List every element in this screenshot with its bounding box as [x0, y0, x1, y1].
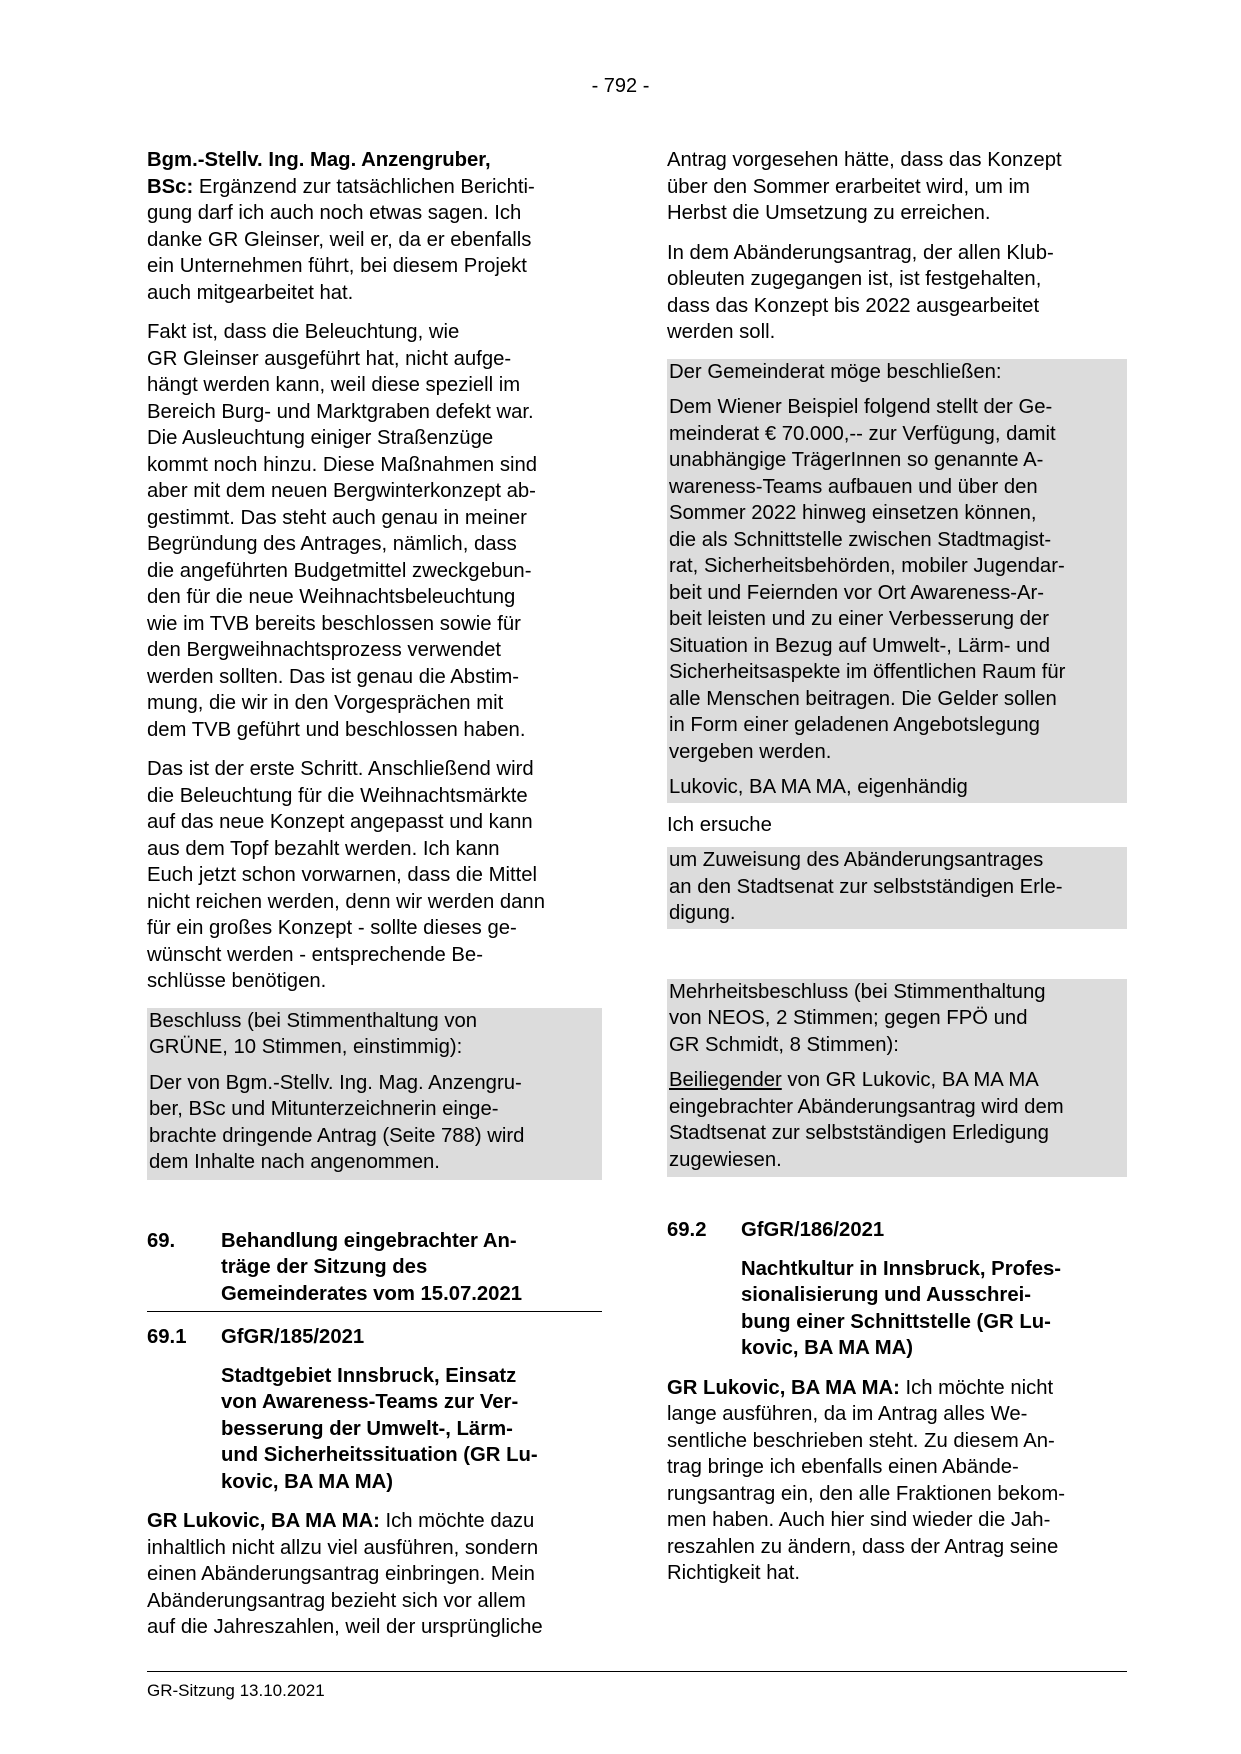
text-line: reszahlen zu ändern, dass der Antrag seine	[667, 1535, 1059, 1558]
text-line: kommt noch hinzu. Diese Maßnahmen sind	[147, 453, 538, 476]
section-69-2-title	[741, 1256, 1127, 1362]
text-line: dass das Konzept bis 2022 ausgearbeitet	[667, 294, 1040, 317]
beschluss-block	[147, 1008, 602, 1180]
text-line: hängt werden kann, weil diese speziell im	[147, 374, 521, 396]
page-number: - 792 -	[591, 75, 650, 97]
text-line: sentliche beschrieben steht. Zu diesem An-	[667, 1429, 1055, 1452]
text-line: gung darf ich auch noch etwas sagen. Ich	[147, 202, 522, 224]
text-line: die angeführten Budgetmittel zweckgebun-	[147, 559, 532, 582]
text-line: von Awareness-Teams zur Ver-	[221, 1391, 519, 1413]
text-line: in Form einer geladenen Angebotslegung	[669, 714, 1040, 736]
section-69-1-title	[221, 1363, 602, 1496]
text-line: an den Stadtsenat zur selbstständigen Erle-	[669, 875, 1063, 898]
text-line: wie im TVB bereits beschlossen sowie für	[147, 612, 521, 635]
section-title	[221, 1228, 602, 1308]
section-69-1-heading	[147, 1324, 602, 1351]
section-69-2-heading	[667, 1217, 1127, 1244]
text-line: Nachtkultur in Innsbruck, Profes-	[741, 1257, 1062, 1280]
text-line: träge der Sitzung des	[221, 1256, 428, 1278]
text-line: kovic, BA MA MA)	[741, 1337, 914, 1359]
right-column	[667, 147, 1127, 1600]
left-column	[147, 147, 602, 1654]
paragraph-beleuchtung	[147, 319, 602, 743]
antrag-text	[667, 394, 1127, 765]
text-line: über den Sommer erarbeitet wird, um im	[667, 175, 1030, 198]
text-line: brachte dringende Antrag (Seite 788) wird	[149, 1124, 525, 1147]
text-line: Behandlung eingebrachter An-	[221, 1229, 517, 1252]
text-line: ein Unternehmen führt, bei diesem Projekt	[147, 255, 527, 277]
paragraph-abaenderung	[667, 240, 1127, 346]
speaker-name: Bgm.-Stellv. Ing. Mag. Anzengruber,	[147, 149, 491, 171]
text-line: Das ist der erste Schritt. Anschließend wird	[147, 758, 534, 780]
text-line: Stadtgebiet Innsbruck, Einsatz	[221, 1364, 517, 1387]
text-line: Der von Bgm.-Stellv. Ing. Mag. Anzengru-	[149, 1071, 522, 1094]
text-line: Euch jetzt schon vorwarnen, dass die Mittel	[147, 864, 538, 886]
text-line: Bereich Burg- und Marktgraben defekt war.	[147, 400, 534, 423]
text-line: danke GR Gleinser, weil er, da er ebenfalls	[147, 228, 532, 251]
paragraph-lukovic-1	[147, 1508, 602, 1641]
text-line: beit und Feiernden vor Ort Awareness-Ar-	[669, 581, 1045, 604]
text-line: die Beleuchtung für die Weihnachtsmärkte	[147, 784, 528, 807]
footer-text: GR-Sitzung 13.10.2021	[147, 1681, 325, 1700]
text-line: Begründung des Antrages, nämlich, dass	[147, 533, 517, 555]
text-line: schlüsse benötigen.	[147, 970, 327, 992]
antrag-block	[667, 359, 1127, 803]
section-69-heading	[147, 1228, 602, 1313]
text-line: Fakt ist, dass die Beleuchtung, wie	[147, 321, 460, 343]
text-line: sionalisierung und Ausschrei-	[741, 1284, 1031, 1306]
text-line: Die Ausleuchtung einiger Straßenzüge	[147, 427, 494, 449]
text-line: die als Schnittstelle zwischen Stadtmagist-	[669, 528, 1052, 551]
text-line: vergeben werden.	[669, 740, 832, 763]
moege-beschliessen: Der Gemeinderat möge beschließen:	[669, 360, 1002, 383]
text-line: Herbst die Umsetzung zu erreichen.	[667, 202, 991, 224]
mehrheitsbeschluss-header	[667, 979, 1127, 1059]
text-line: inhaltlich nicht allzu viel ausführen, sondern	[147, 1536, 539, 1559]
text-line: kovic, BA MA MA)	[221, 1470, 394, 1493]
text-line: Situation in Bezug auf Umwelt-, Lärm- und	[669, 634, 1051, 657]
text-line: Ich möchte dazu	[379, 1510, 535, 1532]
speaker-name: GR Lukovic, BA MA MA:	[147, 1510, 380, 1532]
beschluss-header	[147, 1008, 602, 1061]
beschluss-text	[147, 1070, 602, 1180]
text-line: mung, die wir in den Vorgesprächen mit	[147, 692, 504, 714]
text-line: In dem Abänderungsantrag, der allen Klub-	[667, 241, 1054, 264]
text-line: meinderat € 70.000,-- zur Verfügung, damit	[669, 422, 1056, 445]
footer-divider	[147, 1671, 1127, 1672]
text-line: auf das neue Konzept angepasst und kann	[147, 811, 533, 833]
text-line: bung einer Schnittstelle (GR Lu-	[741, 1310, 1051, 1333]
text-line: dem TVB geführt und beschlossen haben.	[147, 718, 526, 741]
text-line: Stadtsenat zur selbstständigen Erledigung	[669, 1122, 1049, 1144]
text-line: Ich möchte nicht	[899, 1376, 1054, 1399]
section-number: 69.1	[147, 1326, 187, 1348]
text-line: Mehrheitsbeschluss (bei Stimmenthaltung	[669, 980, 1046, 1003]
speaker-name: GR Lukovic, BA MA MA:	[667, 1376, 900, 1399]
text-line: Sommer 2022 hinweg einsetzen können,	[669, 502, 1037, 524]
text-line: GR Schmidt, 8 Stimmen):	[669, 1033, 899, 1056]
text-line: den für die neue Weihnachtsbeleuchtung	[147, 586, 516, 608]
text-line: Ergänzend zur tatsächlichen Berichti-	[193, 175, 535, 198]
text-line: Abänderungsantrag bezieht sich vor allem	[147, 1589, 526, 1612]
text-line: rungsantrag ein, den alle Fraktionen bekom-	[667, 1482, 1065, 1505]
text-line: werden sollten. Das ist genau die Abstim-	[147, 665, 520, 688]
text-line: wareness-Teams aufbauen und über den	[669, 475, 1038, 498]
section-number: 69.	[147, 1229, 176, 1252]
text-line: von NEOS, 2 Stimmen; gegen FPÖ und	[669, 1007, 1028, 1029]
underlined-word: Beiliegender	[669, 1069, 782, 1091]
text-line: rat, Sicherheitsbehörden, mobiler Jugendar-	[669, 555, 1065, 577]
text-line: zugewiesen.	[669, 1148, 782, 1171]
text-line: beit leisten und zu einer Verbesserung der	[669, 608, 1049, 630]
text-line: für ein großes Konzept - sollte dieses ge-	[147, 917, 517, 939]
text-line: auf die Jahreszahlen, weil der ursprüngliche	[147, 1616, 543, 1638]
section-code: GfGR/185/2021	[221, 1326, 365, 1348]
text-line: eingebrachter Abänderungsantrag wird dem	[669, 1095, 1064, 1118]
text-line: ber, BSc und Mitunterzeichnerin einge-	[149, 1098, 499, 1120]
section-number: 69.2	[667, 1219, 707, 1241]
paragraph-erster-schritt	[147, 756, 602, 995]
text-line: gestimmt. Das steht auch genau in meiner	[147, 506, 527, 529]
text-line: wünscht werden - entsprechende Be-	[147, 943, 483, 966]
text-line: besserung der Umwelt-, Lärm-	[221, 1417, 513, 1440]
zuweisung-block	[667, 847, 1127, 929]
text-line: aus dem Topf bezahlt werden. Ich kann	[147, 837, 500, 860]
text-line: trag bringe ich ebenfalls einen Abände-	[667, 1456, 1019, 1478]
zuweisung-text	[667, 847, 1127, 929]
paragraph-antrag-cont	[667, 147, 1127, 227]
speaker-name-cont: BSc:	[147, 175, 194, 198]
text-line: Beschluss (bei Stimmenthaltung von	[149, 1009, 478, 1032]
text-line: dem Inhalte nach angenommen.	[149, 1151, 440, 1173]
text-line: Richtigkeit hat.	[667, 1562, 801, 1584]
text-line: lange ausführen, da im Antrag alles We-	[667, 1403, 1028, 1425]
mehrheitsbeschluss-text	[667, 1067, 1127, 1177]
text-line: den Bergweihnachtsprozess verwendet	[147, 639, 502, 661]
text-line: Sicherheitsaspekte im öffentlichen Raum für	[669, 661, 1066, 683]
text-line: aber mit dem neuen Bergwinterkonzept ab-	[147, 480, 536, 502]
text-line: nicht reichen werden, denn wir werden dann	[147, 890, 545, 913]
text-line: men haben. Auch hier sind wieder die Jah-	[667, 1509, 1051, 1531]
paragraph-anzengruber-intro	[147, 147, 602, 306]
text-line: digung.	[669, 902, 736, 924]
text-line: unabhängige TrägerInnen so genannte A-	[669, 449, 1044, 471]
text-line: auch mitgearbeitet hat.	[147, 281, 354, 304]
mehrheitsbeschluss-block	[667, 979, 1127, 1178]
text-line: obleuten zugegangen ist, ist festgehalten,	[667, 268, 1042, 290]
section-code: GfGR/186/2021	[741, 1219, 885, 1241]
signature-line: Lukovic, BA MA MA, eigenhändig	[669, 776, 968, 798]
text-line: und Sicherheitssituation (GR Lu-	[221, 1444, 538, 1466]
text-line: Antrag vorgesehen hätte, dass das Konzept	[667, 149, 1062, 171]
text-line: GRÜNE, 10 Stimmen, einstimmig):	[149, 1036, 463, 1058]
text-line: werden soll.	[667, 321, 776, 343]
text-line: einen Abänderungsantrag einbringen. Mein	[147, 1563, 535, 1585]
ich-ersuche: Ich ersuche	[667, 813, 772, 836]
text-line: GR Gleinser ausgeführt hat, nicht aufge-	[147, 347, 512, 370]
text-line: Dem Wiener Beispiel folgend stellt der Ge-	[669, 396, 1053, 418]
text-line: von GR Lukovic, BA MA MA	[781, 1069, 1039, 1091]
text-line: alle Menschen beitragen. Die Gelder sollen	[669, 687, 1057, 710]
text-line: um Zuweisung des Abänderungsantrages	[669, 849, 1044, 871]
text-line: Gemeinderates vom 15.07.2021	[221, 1282, 523, 1305]
paragraph-lukovic-2	[667, 1375, 1127, 1587]
